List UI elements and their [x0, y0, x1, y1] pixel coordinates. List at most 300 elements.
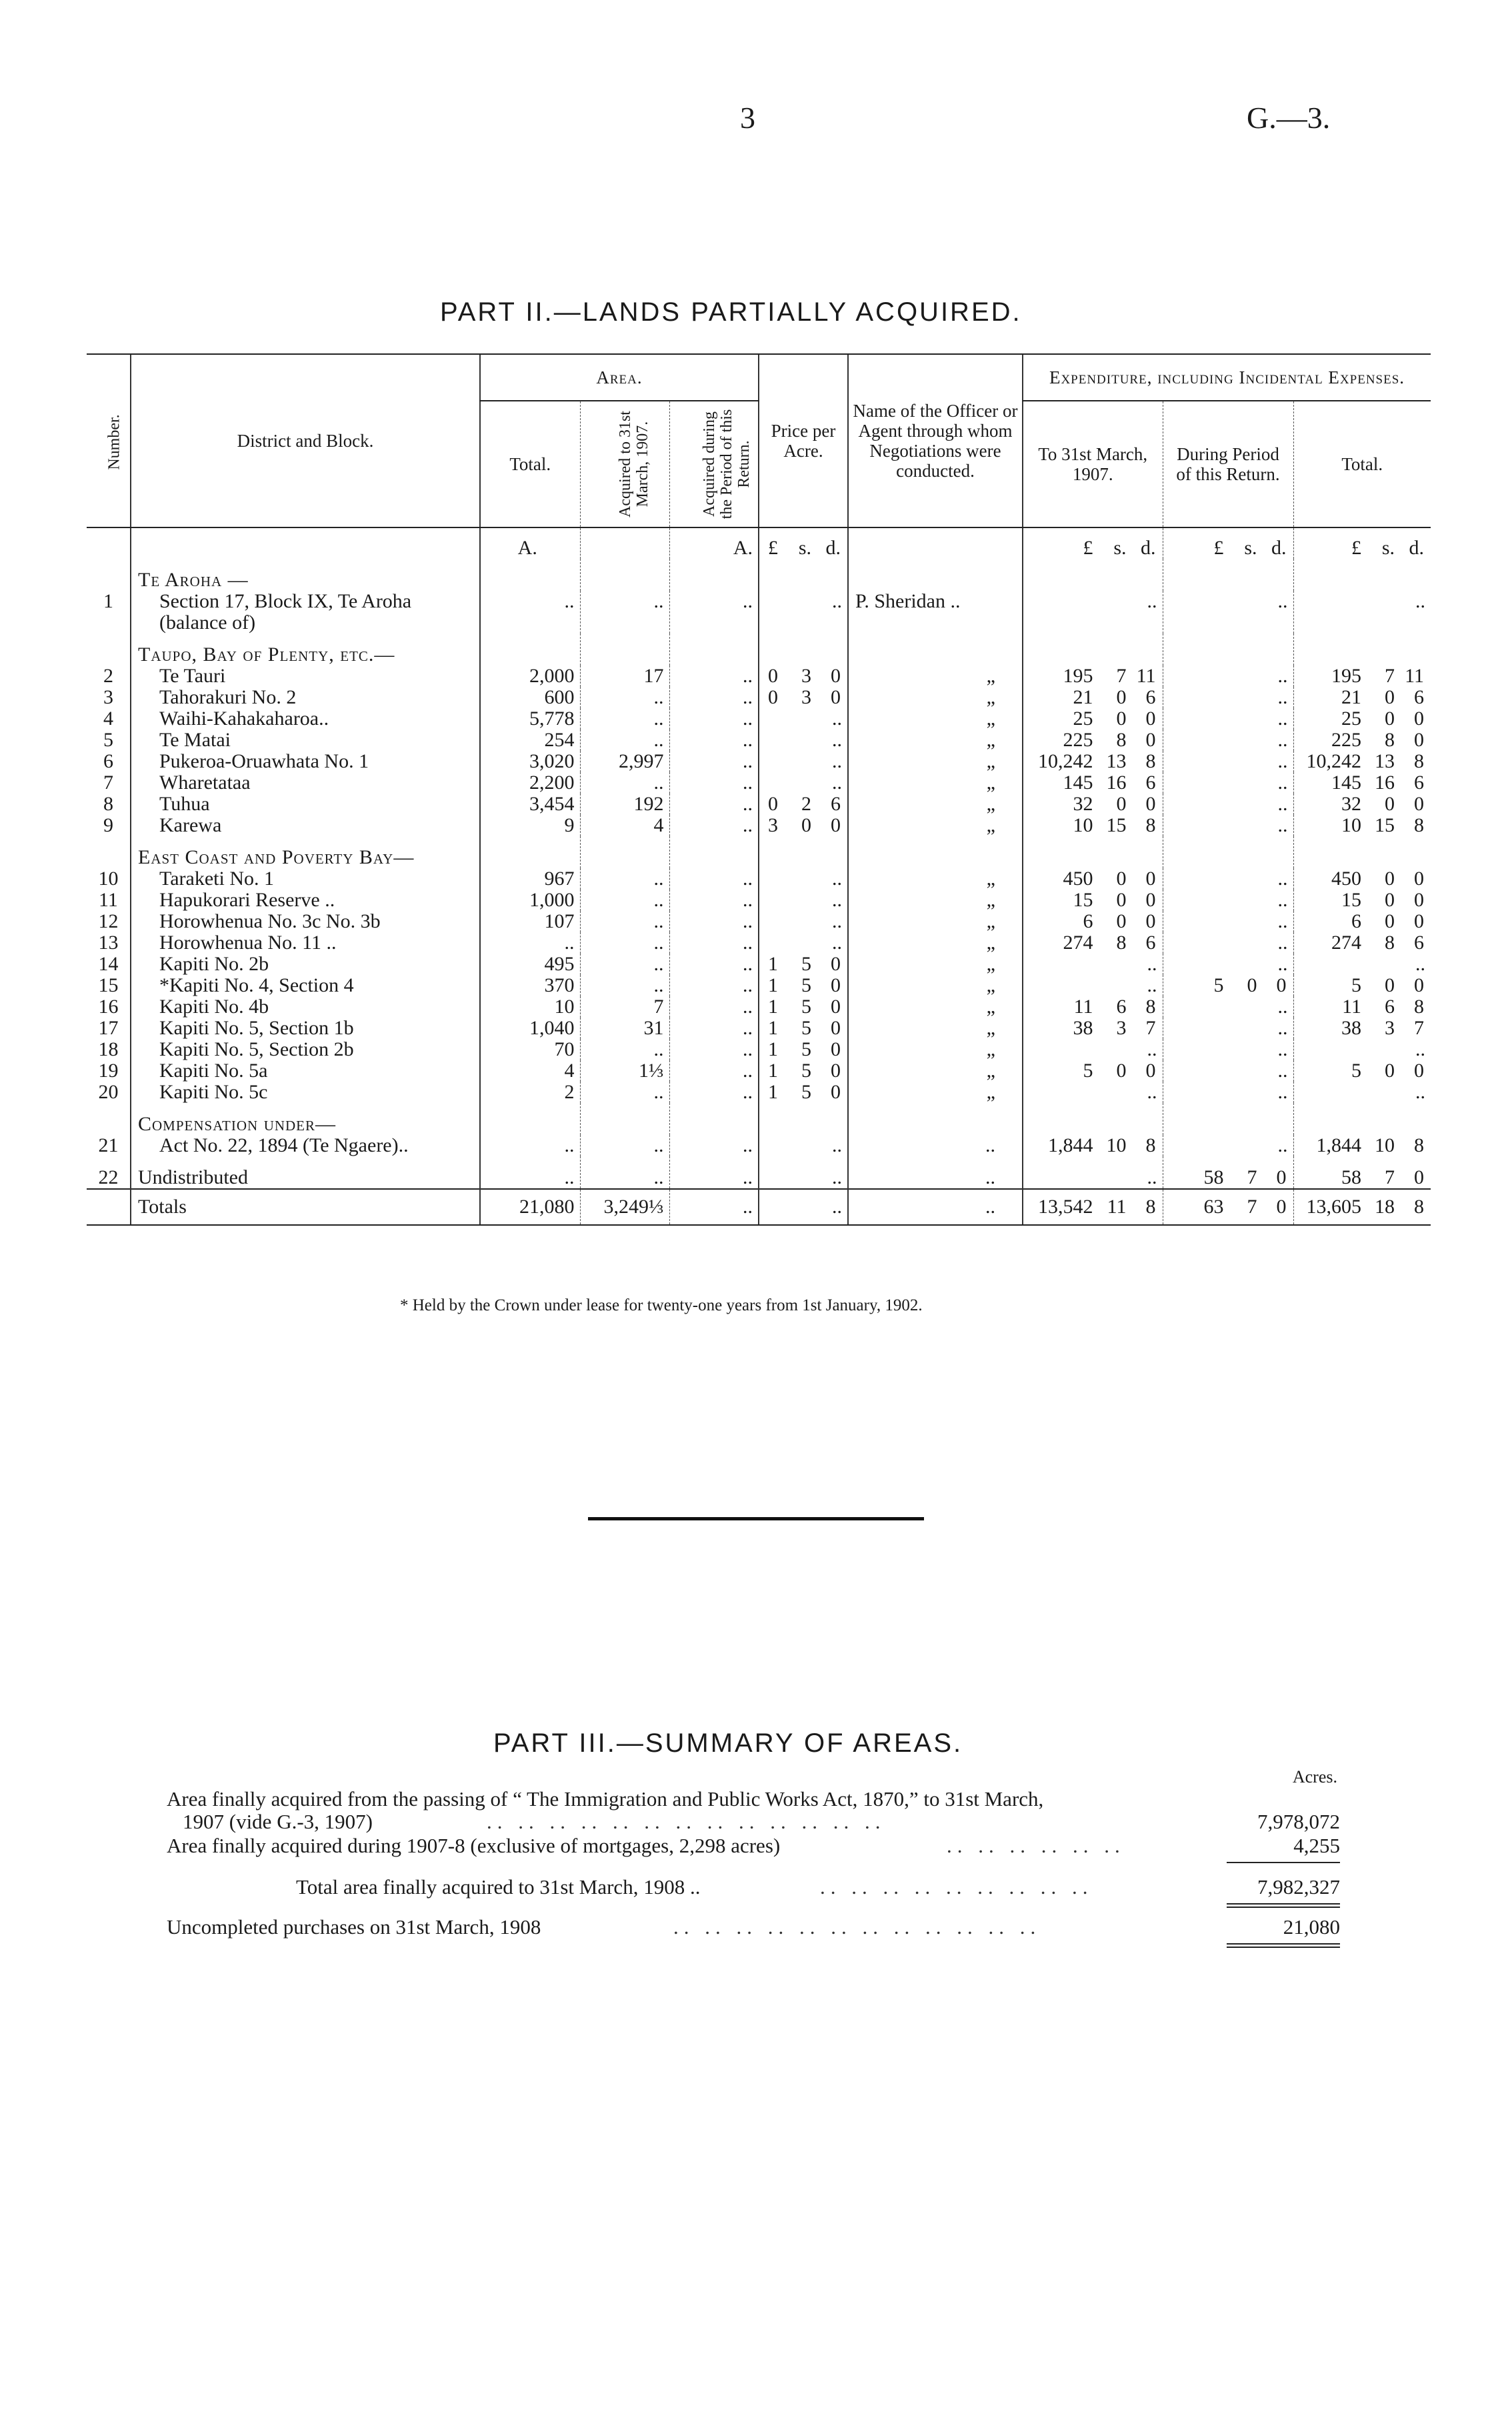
officer-cell: P. Sheridan .. [848, 591, 1023, 634]
unit-price: £ s. d. [768, 537, 841, 559]
price-cell: 1 5 0 [759, 1018, 848, 1039]
group-name: East Coast and Poverty Bay— [131, 836, 480, 868]
row-number: 10 [98, 868, 119, 890]
acquired-to-cell: 1⅓ [580, 1060, 669, 1082]
summary-row-uncompleted: Uncompleted purchases on 31st March, 1908 .. .. .. .. .. .. .. .. .. .. .. .. 21,080 [167, 1915, 1340, 1942]
district-block-name: Kapiti No. 5a [131, 1060, 480, 1082]
row-number: 4 [103, 708, 113, 730]
row-number: 1 [103, 590, 113, 612]
exp-total-cell: 32 0 0 [1293, 794, 1431, 815]
group-number-empty [87, 559, 131, 591]
exp-total-cell: 450 0 0 [1293, 868, 1431, 890]
officer-cell: „ [848, 815, 1023, 836]
exp-total-cell: 11 6 8 [1293, 996, 1431, 1018]
row-number: 20 [98, 1081, 119, 1103]
group-number-empty [87, 1103, 131, 1135]
totals-row [87, 1189, 1431, 1225]
area-total-cell: .. [480, 932, 580, 954]
empty-cell [759, 559, 848, 591]
col-acquired-during: Acquired during the Period of this Return. [669, 401, 759, 527]
acquired-during-cell: .. [669, 591, 759, 634]
price-cell: 1 5 0 [759, 1039, 848, 1060]
unit-area-during: A. [669, 527, 759, 559]
acquired-to-cell: .. [580, 890, 669, 911]
district-block-name: Taraketi No. 1 [131, 868, 480, 890]
row-number: 16 [98, 996, 119, 1018]
to-march-cell: 6 0 0 [1023, 911, 1163, 932]
district-block-name: Horowhenua No. 11 .. [131, 932, 480, 954]
col-area: Area. [480, 354, 759, 401]
area-total-cell: 4 [480, 1060, 580, 1082]
acquired-to-cell: .. [580, 932, 669, 954]
district-block-name: Kapiti No. 5c [131, 1082, 480, 1103]
to-march-cell: .. [1023, 591, 1163, 634]
officer-cell: „ [848, 666, 1023, 687]
row-number: 19 [98, 1060, 119, 1082]
district-block-name: Kapiti No. 4b [131, 996, 480, 1018]
price-cell: 1 5 0 [759, 1082, 848, 1103]
col-area-total: Total. [480, 401, 580, 527]
to-march-cell: 5 0 0 [1023, 1060, 1163, 1082]
during-period-cell: .. [1163, 932, 1293, 954]
to-march-cell: .. [1023, 975, 1163, 996]
table-row [87, 868, 1431, 890]
acquired-during-cell: .. [669, 708, 759, 730]
table-row [87, 975, 1431, 996]
empty-cell [1023, 634, 1163, 666]
exp-total-cell: .. [1293, 591, 1431, 634]
acquired-to-cell: 3,249⅓ [580, 1189, 669, 1225]
price-cell: .. [759, 730, 848, 751]
exp-total-cell: .. [1293, 1039, 1431, 1060]
during-period-cell: .. [1163, 868, 1293, 890]
officer-cell: „ [848, 954, 1023, 975]
area-total-cell: 3,454 [480, 794, 580, 815]
exp-total-cell: 15 0 0 [1293, 890, 1431, 911]
row-number: 13 [98, 932, 119, 954]
area-total-cell: 2,200 [480, 772, 580, 794]
empty-cell [580, 836, 669, 868]
officer-cell: „ [848, 1039, 1023, 1060]
acquired-to-cell: .. [580, 1039, 669, 1060]
empty-cell [580, 559, 669, 591]
during-period-cell: .. [1163, 996, 1293, 1018]
acquired-during-cell: .. [669, 1189, 759, 1225]
row-number: 22 [98, 1166, 119, 1188]
area-total-cell: 9 [480, 815, 580, 836]
table-row [87, 932, 1431, 954]
officer-cell: „ [848, 890, 1023, 911]
acquired-during-cell: .. [669, 996, 759, 1018]
district-block-name: Wharetataa [131, 772, 480, 794]
to-march-cell: 450 0 0 [1023, 868, 1163, 890]
to-march-cell: 13,542 11 8 [1023, 1189, 1163, 1225]
area-total-cell: 967 [480, 868, 580, 890]
officer-cell: „ [848, 751, 1023, 772]
exp-total-cell: 5 0 0 [1293, 1060, 1431, 1082]
empty-cell [580, 634, 669, 666]
acquired-during-cell: .. [669, 911, 759, 932]
empty-cell [1293, 836, 1431, 868]
officer-cell: „ [848, 772, 1023, 794]
during-period-cell: .. [1163, 1082, 1293, 1103]
section-divider [588, 1517, 924, 1520]
col-exp-total: Total. [1293, 401, 1431, 527]
to-march-cell: 21 0 6 [1023, 687, 1163, 708]
empty-cell [848, 1103, 1023, 1135]
to-march-cell: 195 7 11 [1023, 666, 1163, 687]
table-row [87, 772, 1431, 794]
during-period-cell: .. [1163, 1018, 1293, 1039]
row-number: 5 [103, 729, 113, 751]
officer-cell: „ [848, 932, 1023, 954]
acquired-to-cell: .. [580, 708, 669, 730]
exp-total-cell: 195 7 11 [1293, 666, 1431, 687]
row-number: 14 [98, 953, 119, 975]
area-total-cell: 5,778 [480, 708, 580, 730]
officer-cell: „ [848, 730, 1023, 751]
acquired-during-cell: .. [669, 1060, 759, 1082]
acquired-during-cell: .. [669, 1082, 759, 1103]
empty-cell [1163, 559, 1293, 591]
empty-cell [480, 1103, 580, 1135]
empty-cell [848, 634, 1023, 666]
officer-cell: „ [848, 708, 1023, 730]
area-total-cell: 254 [480, 730, 580, 751]
officer-cell: „ [848, 996, 1023, 1018]
acquired-during-cell: .. [669, 666, 759, 687]
to-march-cell: 10,242 13 8 [1023, 751, 1163, 772]
during-period-cell: .. [1163, 751, 1293, 772]
table-row [87, 1082, 1431, 1103]
empty-cell [669, 836, 759, 868]
exp-total-cell: .. [1293, 954, 1431, 975]
empty-cell [480, 559, 580, 591]
to-march-cell: 145 16 6 [1023, 772, 1163, 794]
to-march-cell: 10 15 8 [1023, 815, 1163, 836]
exp-total-cell: 145 16 6 [1293, 772, 1431, 794]
acquired-during-cell: .. [669, 1135, 759, 1156]
to-march-cell: .. [1023, 1082, 1163, 1103]
empty-cell [669, 1103, 759, 1135]
during-period-cell: .. [1163, 730, 1293, 751]
area-total-cell: .. [480, 591, 580, 634]
exp-total-cell: 5 0 0 [1293, 975, 1431, 996]
empty-cell [1023, 559, 1163, 591]
price-cell: 1 5 0 [759, 1060, 848, 1082]
district-block-name: Te Matai [131, 730, 480, 751]
acquired-to-cell: .. [580, 730, 669, 751]
units-row [87, 527, 1431, 559]
empty-cell [1023, 1103, 1163, 1135]
area-total-cell: 21,080 [480, 1189, 580, 1225]
exp-total-cell: 1,844 10 8 [1293, 1135, 1431, 1156]
lands-partially-acquired-table [87, 353, 1431, 1226]
during-period-cell: .. [1163, 815, 1293, 836]
during-period-cell: .. [1163, 794, 1293, 815]
table-row [87, 1039, 1431, 1060]
officer-cell: .. [848, 1135, 1023, 1156]
price-cell: .. [759, 591, 848, 634]
table-row [87, 1060, 1431, 1082]
price-cell: 0 3 0 [759, 687, 848, 708]
table-row [87, 911, 1431, 932]
acquired-to-cell: .. [580, 954, 669, 975]
table-row [87, 954, 1431, 975]
area-total-cell: 107 [480, 911, 580, 932]
district-block-name: Kapiti No. 5, Section 2b [131, 1039, 480, 1060]
col-acquired-to: Acquired to 31st March, 1907. [580, 401, 669, 527]
empty-cell [759, 634, 848, 666]
price-cell: .. [759, 708, 848, 730]
exp-total-cell: 58 7 0 [1293, 1156, 1431, 1189]
unit-to-march: £ s. d. [1083, 537, 1156, 559]
during-period-cell: 63 7 0 [1163, 1189, 1293, 1225]
acquired-during-cell: .. [669, 1039, 759, 1060]
acquired-to-cell: 31 [580, 1018, 669, 1039]
exp-total-cell: 6 0 0 [1293, 911, 1431, 932]
to-march-cell: 25 0 0 [1023, 708, 1163, 730]
acquired-during-cell: .. [669, 1156, 759, 1189]
row-number: 17 [98, 1017, 119, 1039]
district-block-name: Section 17, Block IX, Te Aroha (balance of) [131, 591, 480, 634]
empty-cell [480, 634, 580, 666]
table-row [87, 890, 1431, 911]
price-cell: 1 5 0 [759, 975, 848, 996]
table-row [87, 730, 1431, 751]
during-period-cell: .. [1163, 687, 1293, 708]
unit-area-total: A. [480, 527, 580, 559]
to-march-cell: 225 8 0 [1023, 730, 1163, 751]
empty-cell [759, 1103, 848, 1135]
empty-cell [1293, 634, 1431, 666]
empty-cell [669, 559, 759, 591]
price-cell: .. [759, 751, 848, 772]
page-number: 3 [740, 101, 755, 135]
acquired-to-cell: .. [580, 911, 669, 932]
acquired-during-cell: .. [669, 751, 759, 772]
acquired-during-cell: .. [669, 868, 759, 890]
row-number: 11 [99, 889, 118, 911]
to-march-cell: 38 3 7 [1023, 1018, 1163, 1039]
acquired-to-cell: .. [580, 687, 669, 708]
empty-cell [1293, 1103, 1431, 1135]
price-cell: .. [759, 1156, 848, 1189]
district-block-name: Kapiti No. 5, Section 1b [131, 1018, 480, 1039]
officer-cell: „ [848, 1082, 1023, 1103]
to-march-cell: 11 6 8 [1023, 996, 1163, 1018]
group-number-empty [87, 634, 131, 666]
col-district: District and Block. [131, 354, 480, 527]
row-number [87, 1189, 131, 1225]
acquired-to-cell: 17 [580, 666, 669, 687]
to-march-cell: 1,844 10 8 [1023, 1135, 1163, 1156]
exp-total-cell: 25 0 0 [1293, 708, 1431, 730]
officer-cell: .. [848, 1156, 1023, 1189]
price-cell: 0 3 0 [759, 666, 848, 687]
part3-title: PART III.—SUMMARY OF AREAS. [493, 1728, 963, 1758]
during-period-cell: .. [1163, 1039, 1293, 1060]
empty-cell [480, 836, 580, 868]
price-cell: .. [759, 868, 848, 890]
empty-cell [580, 1103, 669, 1135]
document-reference: G.—3. [1247, 101, 1331, 135]
to-march-cell: 274 8 6 [1023, 932, 1163, 954]
exp-total-cell: 10,242 13 8 [1293, 751, 1431, 772]
officer-cell: .. [848, 1189, 1023, 1225]
acquired-during-cell: .. [669, 890, 759, 911]
officer-cell: „ [848, 1060, 1023, 1082]
price-cell: .. [759, 911, 848, 932]
price-cell: 0 2 6 [759, 794, 848, 815]
district-block-name: Tuhua [131, 794, 480, 815]
table-row [87, 751, 1431, 772]
col-price: Price per Acre. [759, 354, 848, 527]
during-period-cell: .. [1163, 1135, 1293, 1156]
officer-cell: „ [848, 868, 1023, 890]
area-total-cell: 1,040 [480, 1018, 580, 1039]
table-row [87, 1018, 1431, 1039]
acquired-during-cell: .. [669, 772, 759, 794]
during-period-cell: .. [1163, 708, 1293, 730]
price-cell: .. [759, 890, 848, 911]
table-row [87, 1135, 1431, 1156]
empty-cell [848, 559, 1023, 591]
price-cell: 3 0 0 [759, 815, 848, 836]
row-number: 18 [98, 1038, 119, 1060]
officer-cell: „ [848, 975, 1023, 996]
area-total-cell: 495 [480, 954, 580, 975]
acquired-during-cell: .. [669, 730, 759, 751]
acquired-to-cell: .. [580, 1082, 669, 1103]
empty-cell [848, 836, 1023, 868]
acquired-to-cell: 7 [580, 996, 669, 1018]
acquired-to-cell: .. [580, 1156, 669, 1189]
acquired-to-cell: .. [580, 591, 669, 634]
group-header-row [87, 1103, 1431, 1135]
during-period-cell: 5 0 0 [1163, 975, 1293, 996]
to-march-cell: 15 0 0 [1023, 890, 1163, 911]
district-block-name: Undistributed [131, 1156, 480, 1189]
summary-row-total-to-1907: Area finally acquired from the passing of “ The Immigration and Public Works Act, 1870,” to 31st March, 1907 (vide G.-3, 1907) .. .. .. .. .. .. .. .. .. .. .. .. .. 7,978,072 [167, 1787, 1340, 1833]
col-expenditure: Expenditure, including Incidental Expenses. [1023, 354, 1431, 401]
group-name: Compensation under— [131, 1103, 480, 1135]
group-name: Taupo, Bay of Plenty, etc.— [131, 634, 480, 666]
group-header-row [87, 559, 1431, 591]
row-number: 7 [103, 772, 113, 794]
summary-row-acquired-1907-8: Area finally acquired during 1907-8 (exclusive of mortgages, 2,298 acres) .. .. .. .. .. .. 4,255 [167, 1834, 1340, 1861]
district-block-name: Tahorakuri No. 2 [131, 687, 480, 708]
table-row [87, 996, 1431, 1018]
empty-cell [1293, 559, 1431, 591]
acquired-during-cell: .. [669, 975, 759, 996]
empty-cell [1163, 836, 1293, 868]
acquired-to-cell: 2,997 [580, 751, 669, 772]
during-period-cell: .. [1163, 911, 1293, 932]
price-cell: .. [759, 1189, 848, 1225]
row-number: 9 [103, 814, 113, 836]
during-period-cell: .. [1163, 772, 1293, 794]
group-header-row [87, 836, 1431, 868]
district-block-name: Pukeroa-Oruawhata No. 1 [131, 751, 480, 772]
unit-exp-total: £ s. d. [1351, 537, 1424, 559]
row-number: 3 [103, 686, 113, 708]
to-march-cell: .. [1023, 954, 1163, 975]
area-total-cell: 10 [480, 996, 580, 1018]
acres-heading: Acres. [1292, 1767, 1337, 1786]
officer-cell: „ [848, 911, 1023, 932]
col-to-march: To 31st March, 1907. [1023, 401, 1163, 527]
acquired-to-cell: .. [580, 772, 669, 794]
area-total-cell: 70 [480, 1039, 580, 1060]
acquired-to-cell: .. [580, 1135, 669, 1156]
area-total-cell: 3,020 [480, 751, 580, 772]
district-block-name: Kapiti No. 2b [131, 954, 480, 975]
during-period-cell: .. [1163, 1060, 1293, 1082]
acquired-to-cell: .. [580, 868, 669, 890]
to-march-cell: 32 0 0 [1023, 794, 1163, 815]
exp-total-cell: 38 3 7 [1293, 1018, 1431, 1039]
table-row [87, 708, 1431, 730]
area-total-cell: 1,000 [480, 890, 580, 911]
officer-cell: „ [848, 687, 1023, 708]
exp-total-cell: .. [1293, 1082, 1431, 1103]
district-block-name: Act No. 22, 1894 (Te Ngaere).. [131, 1135, 480, 1156]
unit-during: £ s. d. [1213, 537, 1287, 559]
row-number: 8 [103, 793, 113, 815]
to-march-cell: .. [1023, 1039, 1163, 1060]
empty-cell [759, 836, 848, 868]
part2-title: PART II.—LANDS PARTIALLY ACQUIRED. [440, 297, 1022, 327]
district-block-name: *Kapiti No. 4, Section 4 [131, 975, 480, 996]
col-during-period: During Period of this Return. [1163, 401, 1293, 527]
acquired-during-cell: .. [669, 954, 759, 975]
during-period-cell: 58 7 0 [1163, 1156, 1293, 1189]
table-row [87, 794, 1431, 815]
district-block-name: Waihi-Kahakaharoa.. [131, 708, 480, 730]
table-row [87, 815, 1431, 836]
table-row [87, 1156, 1431, 1189]
during-period-cell: .. [1163, 666, 1293, 687]
area-total-cell: 2,000 [480, 666, 580, 687]
group-header-row [87, 634, 1431, 666]
to-march-cell: .. [1023, 1156, 1163, 1189]
row-number: 15 [98, 974, 119, 996]
footnote: * Held by the Crown under lease for twenty-one years from 1st January, 1902. [400, 1296, 923, 1314]
district-block-name: Te Tauri [131, 666, 480, 687]
price-cell: 1 5 0 [759, 954, 848, 975]
area-total-cell: 600 [480, 687, 580, 708]
acquired-during-cell: .. [669, 687, 759, 708]
district-block-name: Hapukorari Reserve .. [131, 890, 480, 911]
during-period-cell: .. [1163, 954, 1293, 975]
group-name: Te Aroha — [131, 559, 480, 591]
exp-total-cell: 13,605 18 8 [1293, 1189, 1431, 1225]
acquired-to-cell: 4 [580, 815, 669, 836]
col-officer: Name of the Officer or Agent through whom Negotiations were conducted. [848, 354, 1023, 527]
row-number: 2 [103, 665, 113, 687]
area-total-cell: 370 [480, 975, 580, 996]
price-cell: 1 5 0 [759, 996, 848, 1018]
area-total-cell: 2 [480, 1082, 580, 1103]
empty-cell [1163, 634, 1293, 666]
price-cell: .. [759, 772, 848, 794]
table-row [87, 591, 1431, 634]
acquired-to-cell: 192 [580, 794, 669, 815]
price-cell: .. [759, 1135, 848, 1156]
exp-total-cell: 10 15 8 [1293, 815, 1431, 836]
area-total-cell: .. [480, 1156, 580, 1189]
